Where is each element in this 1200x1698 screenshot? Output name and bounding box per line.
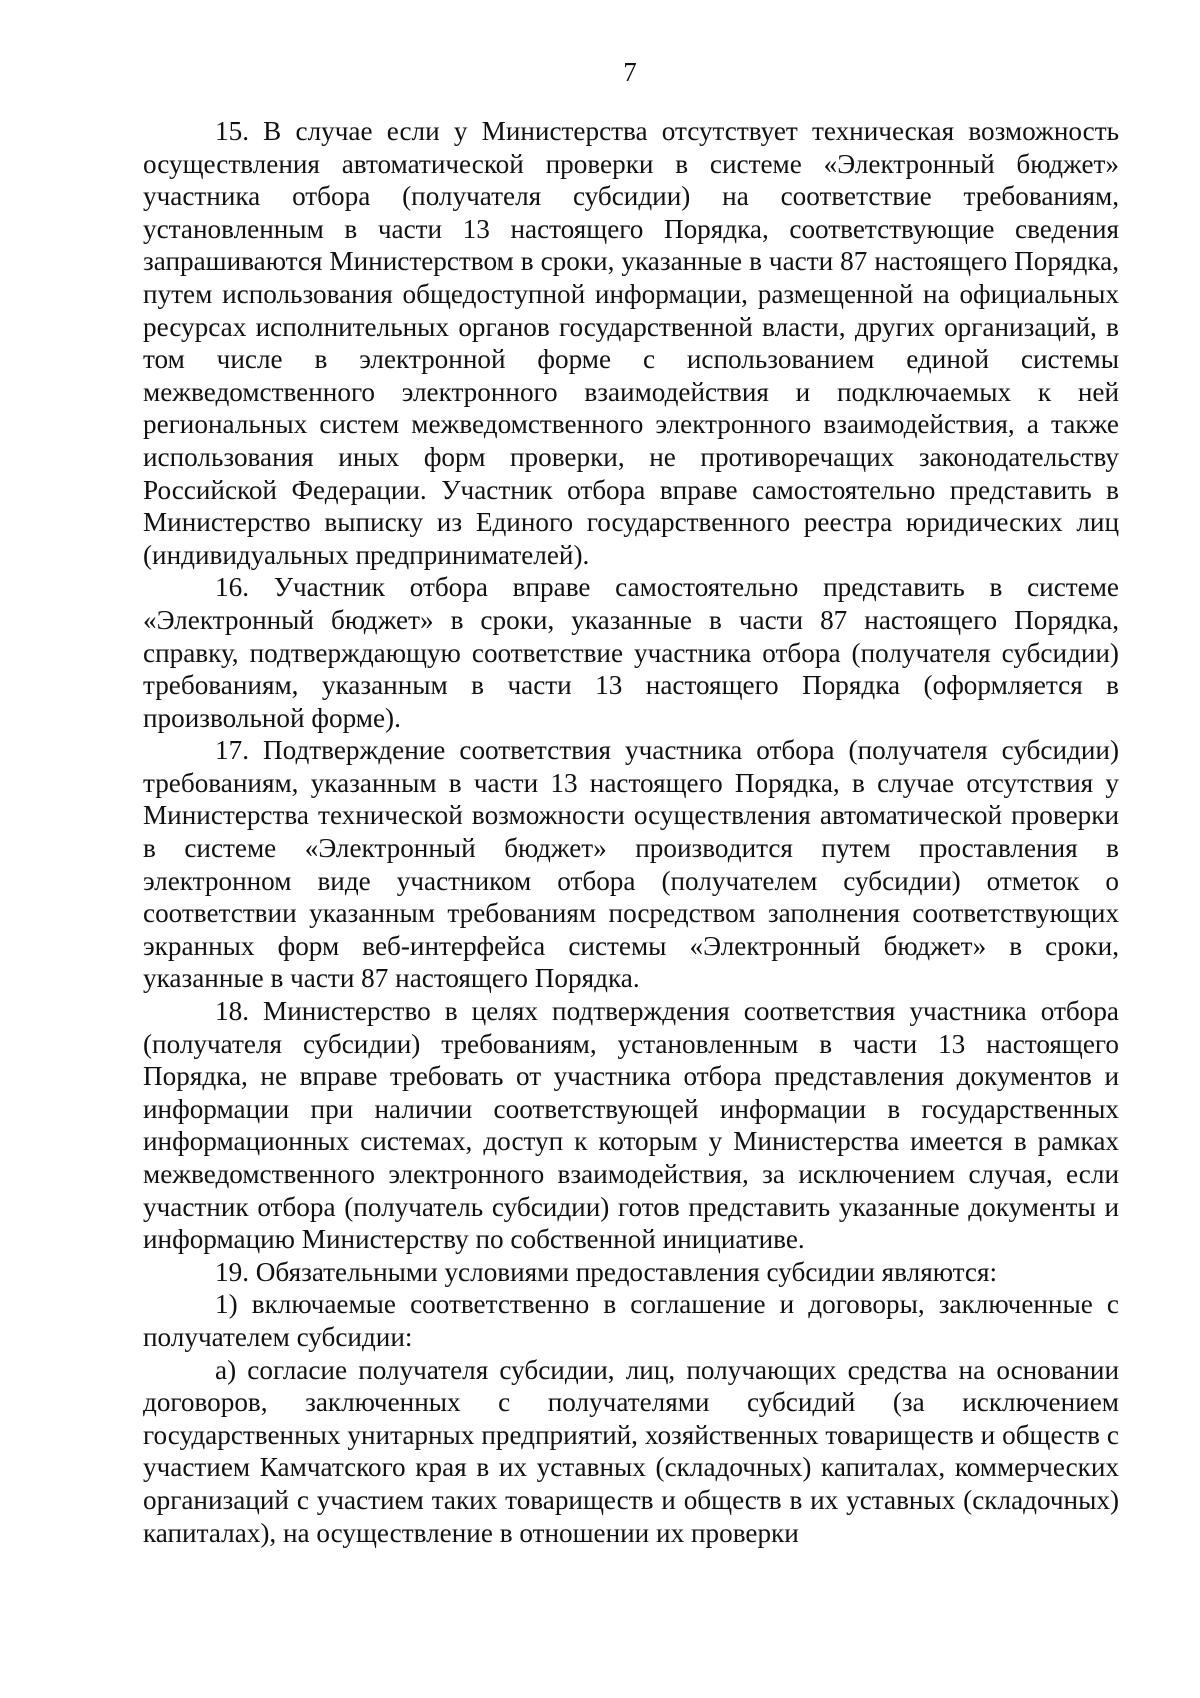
paragraph-16: 16. Участник отбора вправе самостоятельно представить в системе «Электронный бюджет» в сроки, указанные в части 87 настоящего Порядка, справку, подтверждающую соответствие участника отбора (получателя субсидии) требованиям, указанным в части 13 настоящего Порядка (оформляется в произвольной форме).: [143, 572, 1119, 733]
paragraph-19-item-1a: а) согласие получателя субсидии, лиц, получающих средства на основании договоров, заключенных с получателями субсидий (за исключением государственных унитарных предприятий, хозяйственных товариществ и обществ с участием Камчатского края в их уставных (складочных) капиталах, коммерческих организаций с участием таких товариществ и обществ в их уставных (складочных) капиталах), на осуществление в отношении их проверки: [143, 1354, 1119, 1548]
paragraph-15: 15. В случае если у Министерства отсутствует техническая возможность осуществления автоматической проверки в системе «Электронный бюджет» участника отбора (получателя субсидии) на соответствие требованиям, установленным в части 13 настоящего Порядка, соответствующие сведения запрашиваются Министерством в сроки, указанные в части 87 настоящего Порядка, путем использования общедоступной информации, размещенной на официальных ресурсах исполнительных органов государственной власти, других организаций, в том числе в электронной форме с использованием единой системы межведомственного электронного взаимодействия и подключаемых к ней региональных систем межведомственного электронного взаимодействия, а также использования иных форм проверки, не противоречащих законодательству Российской Федерации. Участник отбора вправе самостоятельно представить в Министерство выписку из Единого государственного реестра юридических лиц (индивидуальных предпринимателей).: [143, 116, 1119, 570]
page-number: 7: [623, 57, 637, 87]
paragraph-19: 19. Обязательными условиями предоставления субсидии являются:: [215, 1256, 998, 1287]
document-body: [143, 115, 1119, 1549]
paragraph-18: 18. Министерство в целях подтверждения соответствия участника отбора (получателя субсидии) требованиям, установленным в части 13 настоящего Порядка, не вправе требовать от участника отбора представления документов и информации при наличии соответствующей информации в государственных информационных системах, доступ к которым у Министерства имеется в рамках межведомственного электронного взаимодействия, за исключением случая, если участник отбора (получатель субсидии) готов представить указанные документы и информацию Министерству по собственной инициативе.: [143, 996, 1119, 1255]
paragraph-17: 17. Подтверждение соответствия участника отбора (получателя субсидии) требованиям, указанным в части 13 настоящего Порядка, в случае отсутствия у Министерства технической возможности осуществления автоматической проверки в системе «Электронный бюджет» производится путем проставления в электронном виде участником отбора (получателем субсидии) отметок о соответствии указанным требованиям посредством заполнения соответствующих экранных форм веб-интерфейса системы «Электронный бюджет» в сроки, указанные в части 87 настоящего Порядка.: [143, 735, 1119, 994]
paragraph-19-item-1: 1) включаемые соответственно в соглашение и договоры, заключенные с получателем субсидии:: [143, 1289, 1119, 1352]
